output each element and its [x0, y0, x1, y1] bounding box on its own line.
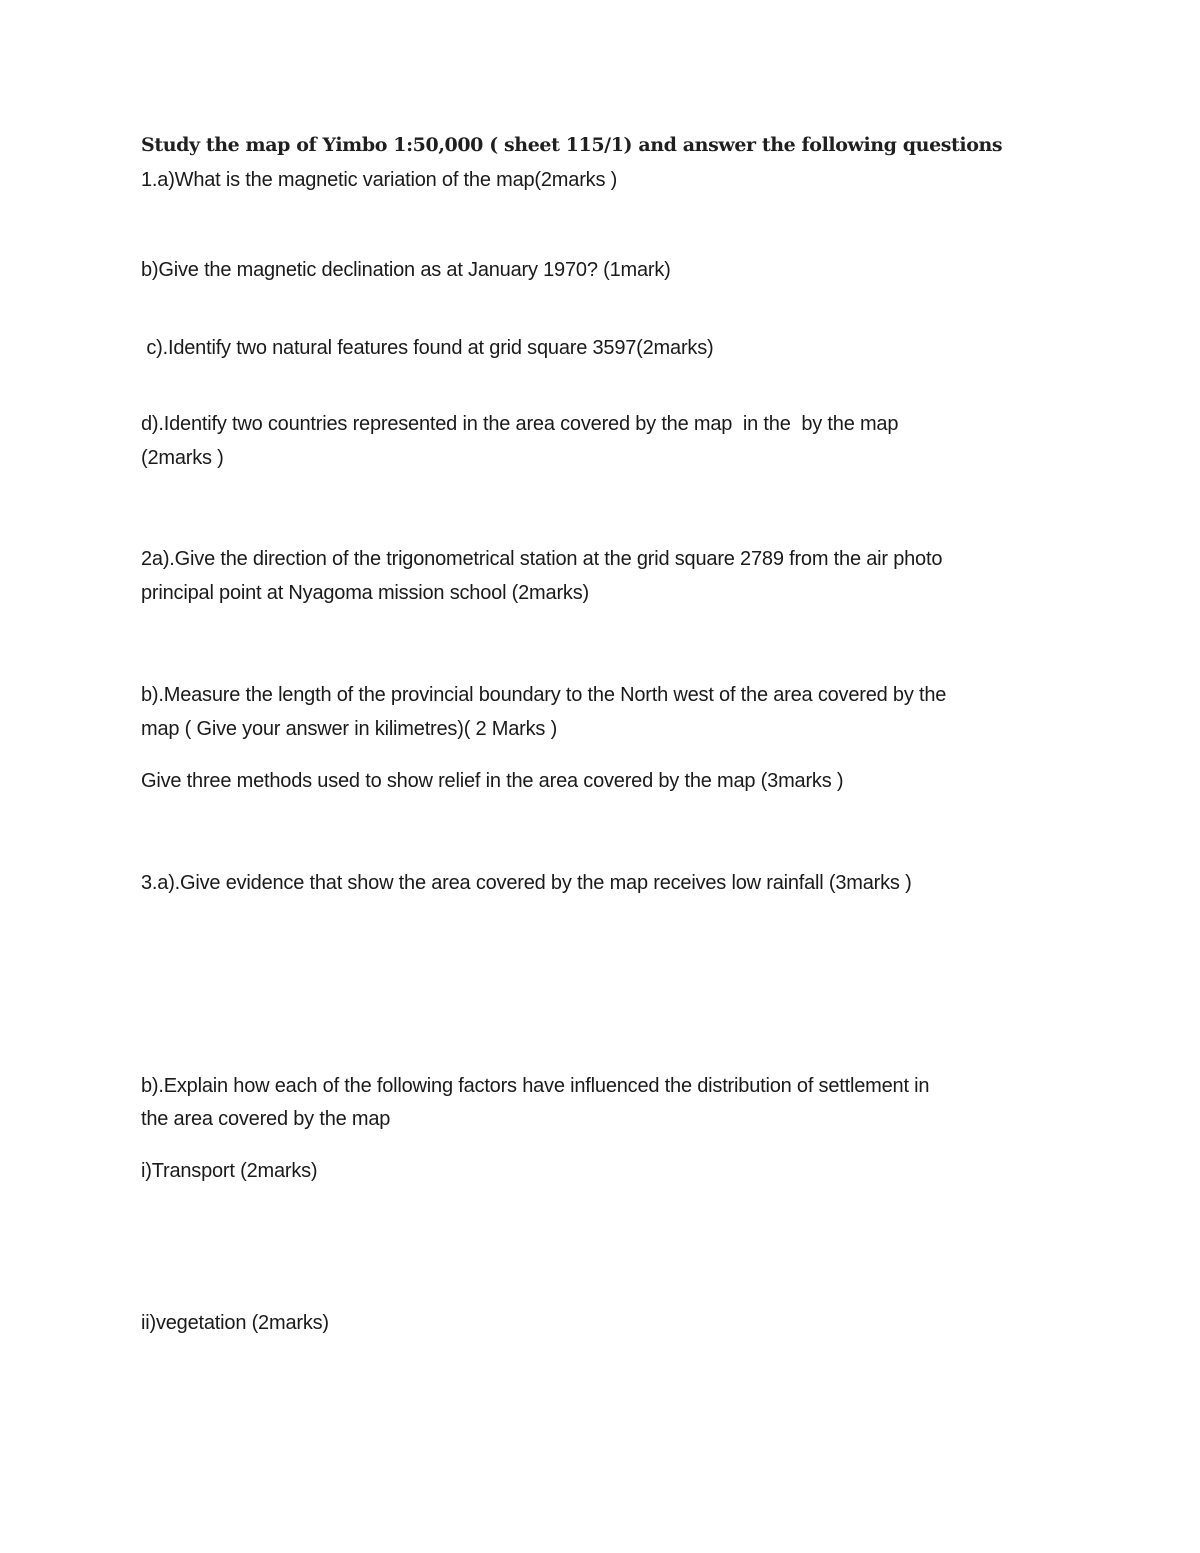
question-3b-ii: ii)vegetation (2marks) — [141, 1312, 329, 1334]
question-2a-line-1: 2a).Give the direction of the trigonometrical station at the grid square 2789 from the air photo — [141, 548, 943, 570]
question-1a: 1.a)What is the magnetic variation of the map(2marks ) — [141, 169, 618, 191]
question-1b: b)Give the magnetic declination as at January 1970? (1mark) — [141, 259, 671, 281]
document-heading: Study the map of Yimbo 1:50,000 ( sheet 115/1) and answer the following questions — [141, 134, 1003, 156]
question-2b-line-2: map ( Give your answer in kilimetres)( 2 Marks ) — [141, 718, 558, 740]
question-3b-i: i)Transport (2marks) — [141, 1160, 318, 1182]
question-3b-line-1: b).Explain how each of the following factors have influenced the distribution of settlement in — [141, 1075, 930, 1097]
question-3a: 3.a).Give evidence that show the area covered by the map receives low rainfall (3marks ) — [141, 872, 912, 894]
question-2b-line-1: b).Measure the length of the provincial boundary to the North west of the area covered by the — [141, 684, 947, 706]
question-2a-line-2: principal point at Nyagoma mission school (2marks) — [141, 582, 589, 604]
question-relief-methods: Give three methods used to show relief in the area covered by the map (3marks ) — [141, 770, 844, 792]
question-3b-line-2: the area covered by the map — [141, 1108, 391, 1130]
question-1d-line-2: (2marks ) — [141, 447, 224, 469]
question-1d-line-1: d).Identify two countries represented in the area covered by the map in the by the map — [141, 413, 899, 435]
question-1c: c).Identify two natural features found at grid square 3597(2marks) — [141, 337, 714, 359]
